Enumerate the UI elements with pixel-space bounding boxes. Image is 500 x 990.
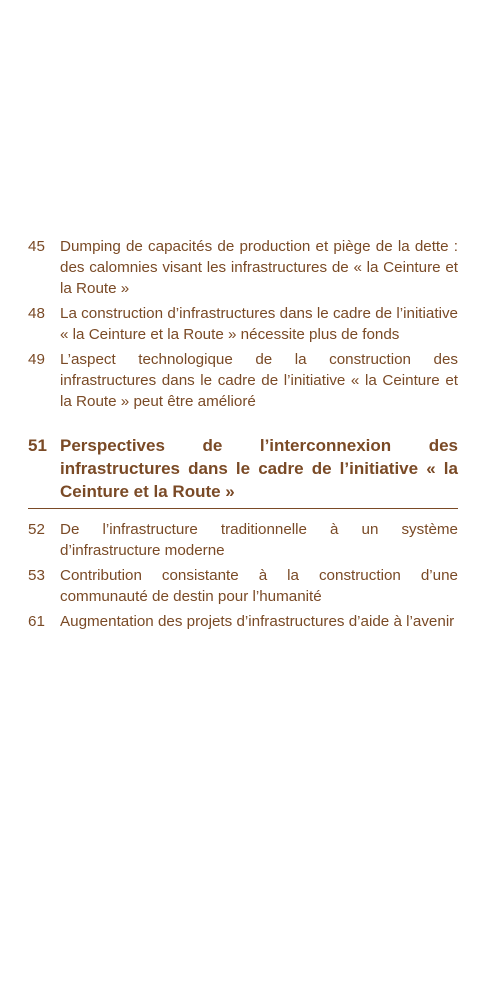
toc-page-number: 52 — [28, 521, 45, 538]
toc-section-page-number: 51 — [28, 436, 47, 455]
toc-entry[interactable] — [28, 611, 458, 632]
toc-section — [28, 434, 458, 632]
toc-entry-title: Contribution consistante à la construction d’une communauté de destin pour l’humanité — [60, 567, 458, 605]
toc-entry[interactable] — [28, 519, 458, 561]
toc-entry-title: Augmentation des projets d’infrastructures d’aide à l’avenir — [60, 613, 455, 630]
toc-section-heading[interactable] — [28, 434, 458, 509]
table-of-contents — [28, 236, 458, 636]
toc-entry-title: Dumping de capacités de production et piège de la dette : des calomnies visant les infrastructures de « la Ceinture et la Route » — [60, 238, 458, 297]
toc-page-number: 53 — [28, 567, 45, 584]
toc-page-number: 61 — [28, 613, 45, 630]
toc-entry[interactable] — [28, 349, 458, 412]
toc-entry-title: L’aspect technologique de la construction des infrastructures dans le cadre de l’initiative « la Ceinture et la Route » peut être amélioré — [60, 351, 458, 410]
toc-page-number: 48 — [28, 305, 45, 322]
toc-entry-title: La construction d’infrastructures dans le cadre de l’initiative « la Ceinture et la Route » nécessite plus de fonds — [60, 305, 458, 343]
toc-section-title: Perspectives de l’interconnexion des infrastructures dans le cadre de l’initiative « la Ceinture et la Route » — [60, 436, 458, 501]
toc-entry-title: De l’infrastructure traditionnelle à un système d’infrastructure moderne — [60, 521, 458, 559]
toc-entry[interactable] — [28, 236, 458, 299]
toc-page-number: 49 — [28, 351, 45, 368]
toc-entry[interactable] — [28, 565, 458, 607]
toc-entry[interactable] — [28, 303, 458, 345]
toc-page-number: 45 — [28, 238, 45, 255]
